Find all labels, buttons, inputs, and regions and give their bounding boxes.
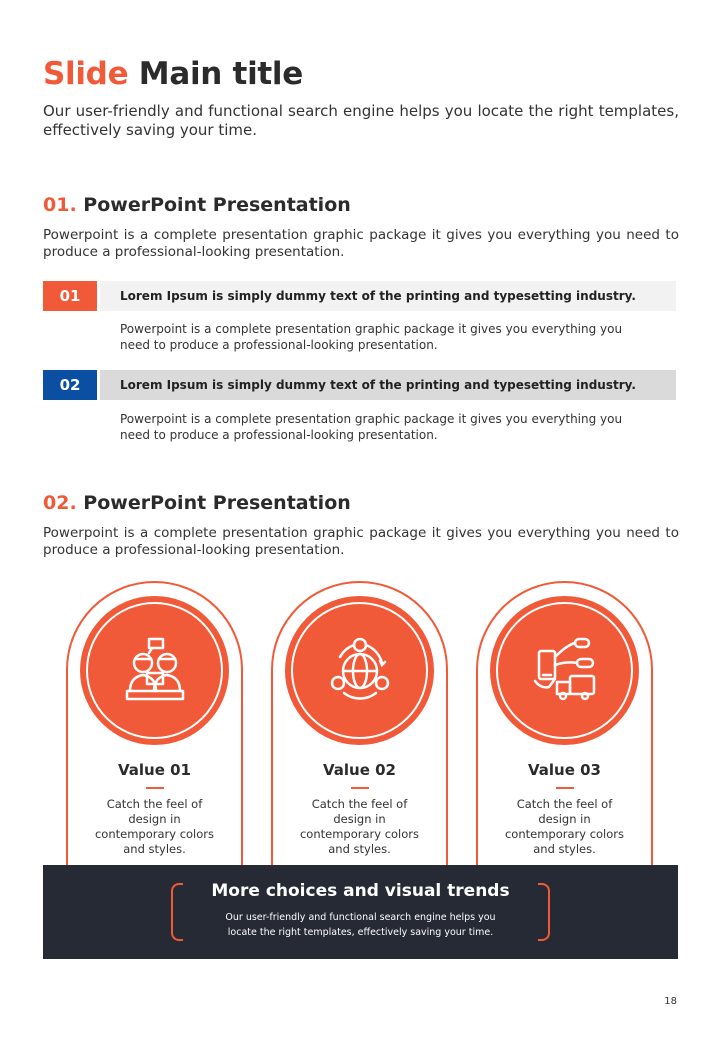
item-text-01: Powerpoint is a complete presentation graphic package it gives you everything you need to produce a professional-looking presentation. <box>120 322 623 352</box>
value-title-02: Value 02 <box>322 761 396 779</box>
divider <box>556 787 574 789</box>
section1-number: 01. <box>43 194 77 216</box>
title-rest: Main title <box>128 56 303 92</box>
page-number: 18 <box>664 996 677 1007</box>
section1-heading <box>43 194 351 216</box>
value-card-03 <box>476 581 653 871</box>
value-card-01 <box>66 581 243 871</box>
section2-heading <box>43 492 351 514</box>
value-text-03: Catch the feel of design in contemporary colors and styles. <box>504 797 625 856</box>
meeting-icon <box>105 621 205 721</box>
page-subtitle: Our user-friendly and functional search engine helps you locate the right templates, effectively saving your time. <box>43 102 679 139</box>
callout-box <box>43 865 678 959</box>
icon-circle <box>490 596 639 745</box>
page-title <box>43 56 303 92</box>
value-title-03: Value 03 <box>527 761 601 779</box>
item-headline-02: Lorem Ipsum is simply dummy text of the printing and typesetting industry. <box>100 370 676 400</box>
item-badge-01: 01 <box>43 281 97 311</box>
item-text-02: Powerpoint is a complete presentation graphic package it gives you everything you need to produce a professional-looking presentation. <box>120 412 623 442</box>
list-item-02 <box>43 370 676 400</box>
callout-title: More choices and visual trends <box>211 881 510 901</box>
icon-circle <box>285 596 434 745</box>
section1-title: PowerPoint Presentation <box>76 194 351 216</box>
divider <box>351 787 369 789</box>
icon-circle <box>80 596 229 745</box>
section2-description: Powerpoint is a complete presentation graphic package it gives you everything you need to produce a professional-looking presentation. <box>43 525 679 558</box>
divider <box>146 787 164 789</box>
list-item-01 <box>43 281 676 311</box>
section1-description: Powerpoint is a complete presentation graphic package it gives you everything you need to produce a professional-looking presentation. <box>43 227 679 260</box>
icon-ring <box>291 602 428 739</box>
global-network-icon <box>310 621 410 721</box>
icon-ring <box>86 602 223 739</box>
item-headline-01: Lorem Ipsum is simply dummy text of the printing and typesetting industry. <box>100 281 676 311</box>
section2-number: 02. <box>43 492 77 514</box>
value-text-02: Catch the feel of design in contemporary colors and styles. <box>299 797 420 856</box>
callout-text: Our user-friendly and functional search engine helps you locate the right templates, effectively saving your time. <box>225 912 496 938</box>
item-badge-02: 02 <box>43 370 97 400</box>
section2-title: PowerPoint Presentation <box>76 492 351 514</box>
delivery-app-icon <box>515 621 615 721</box>
icon-ring <box>496 602 633 739</box>
value-card-02 <box>271 581 448 871</box>
value-title-01: Value 01 <box>117 761 191 779</box>
title-accent: Slide <box>43 56 129 92</box>
value-text-01: Catch the feel of design in contemporary colors and styles. <box>94 797 215 856</box>
